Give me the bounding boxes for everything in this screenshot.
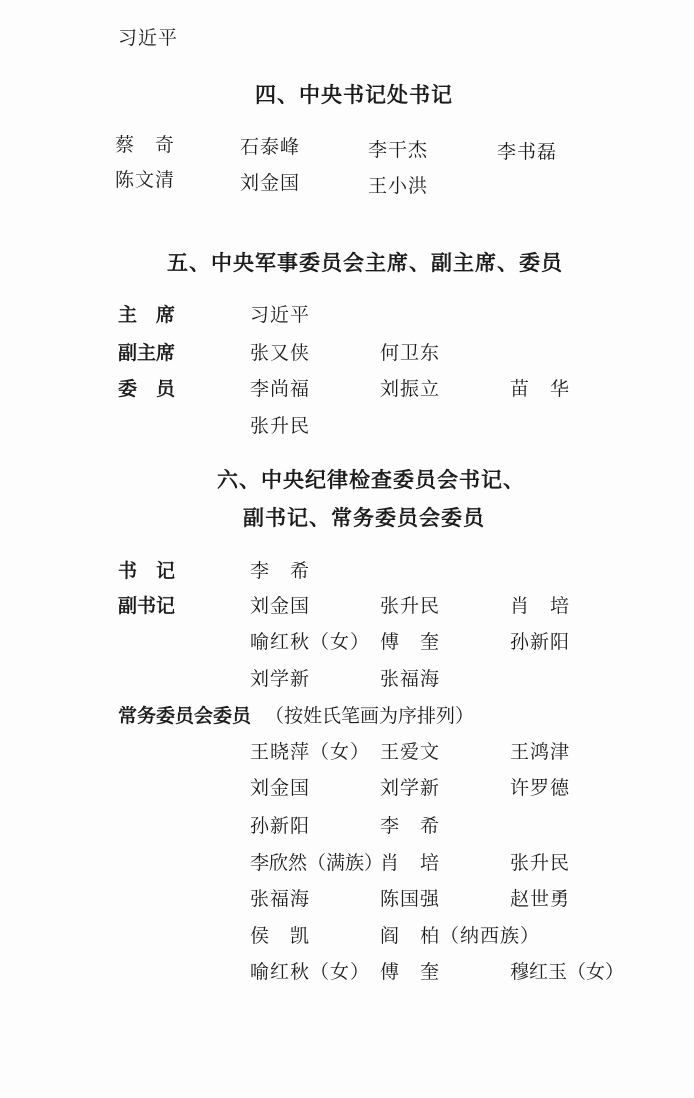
name-item: 王小洪: [368, 175, 429, 197]
name-item: 李干杰: [368, 139, 429, 161]
role-label: 主 席: [118, 304, 176, 326]
name-item: 侯 凯: [250, 925, 311, 947]
name-item: 张升民: [250, 415, 311, 437]
name-item: 张福海: [250, 888, 311, 910]
name-item: 李 希: [250, 560, 311, 582]
name-item: 傅 奎: [380, 631, 441, 653]
section-heading-4: 四、中央书记处书记: [255, 83, 453, 107]
name-item: 阎 柏（纳西族）: [380, 925, 541, 947]
name-item: 陈国强: [380, 888, 441, 910]
name-item: 刘学新: [380, 777, 441, 799]
name-item: 王爱文: [380, 741, 441, 763]
section-heading-6-line1: 六、中央纪律检查委员会书记、: [217, 468, 525, 492]
name-item: 苗 华: [510, 378, 571, 400]
name-item: 肖 培: [380, 852, 441, 874]
name-item: 李欣然（满族）: [250, 852, 384, 874]
role-label: 副主席: [118, 342, 176, 364]
name-item: 刘金国: [250, 777, 311, 799]
name-item: 傅 奎: [380, 961, 441, 983]
name-item: 刘金国: [240, 172, 301, 194]
role-label: 副书记: [118, 595, 176, 617]
name-item: 张又侠: [250, 342, 311, 364]
name-item: 孙新阳: [250, 815, 311, 837]
role-label: 书 记: [118, 560, 176, 582]
name-item: 王晓萍（女）: [250, 741, 371, 763]
name-item: 习近平: [118, 27, 179, 49]
name-item: 张升民: [380, 595, 441, 617]
name-item: 孙新阳: [510, 631, 571, 653]
name-item: 蔡 奇: [115, 134, 176, 156]
name-item: 石泰峰: [240, 136, 301, 158]
name-item: 喻红秋（女）: [250, 631, 371, 653]
name-item: 李尚福: [250, 378, 311, 400]
section-heading-5: 五、中央军事委员会主席、副主席、委员: [167, 251, 563, 275]
name-item: 肖 培: [510, 595, 571, 617]
name-item: 何卫东: [380, 342, 441, 364]
role-label: 委 员: [118, 378, 176, 400]
name-item: 穆红玉（女）: [510, 961, 625, 983]
name-item: 王鸿津: [510, 741, 571, 763]
ordering-note: （按姓氏笔画为序排列）: [265, 705, 475, 727]
name-item: 刘振立: [380, 378, 441, 400]
name-item: 喻红秋（女）: [250, 961, 371, 983]
name-item: 许罗德: [510, 777, 571, 799]
name-item: 陈文清: [115, 169, 176, 191]
name-item: 张福海: [380, 668, 441, 690]
name-item: 刘金国: [250, 595, 311, 617]
name-item: 李书磊: [497, 141, 558, 163]
name-item: 刘学新: [250, 668, 311, 690]
name-item: 张升民: [510, 852, 571, 874]
section-heading-6-line2: 副书记、常务委员会委员: [243, 506, 485, 530]
name-item: 赵世勇: [510, 888, 571, 910]
role-label: 常务委员会委员: [118, 705, 252, 727]
name-item: 李 希: [380, 815, 441, 837]
name-item: 习近平: [250, 304, 311, 326]
